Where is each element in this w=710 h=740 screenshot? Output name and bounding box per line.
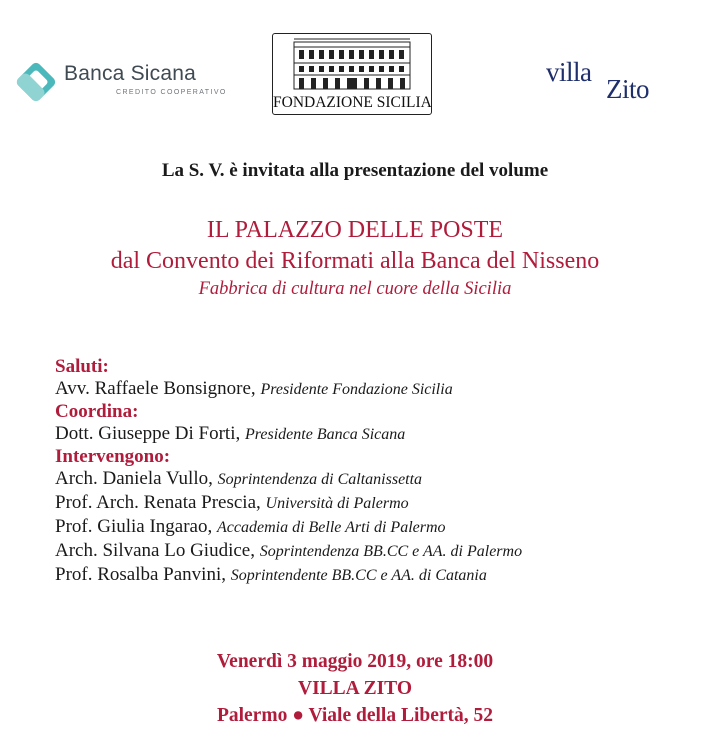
event-details [0,648,710,729]
speaker-line [55,563,705,587]
speaker-role: Soprintendente BB.CC e AA. di Catania [230,567,487,584]
speaker-line [55,467,705,491]
program-list [55,356,705,587]
speaker-name: Arch. Silvana Lo Giudice, [55,540,260,561]
speaker-name: Avv. Raffaele Bonsignore, [55,378,261,399]
coordina-heading: Coordina: [55,401,139,422]
speaker-role: Accademia di Belle Arti di Palermo [216,519,446,536]
villa-zito-logo-part1: villa [546,57,592,87]
event-address: Palermo ● Viale della Libertà, 52 [216,705,494,726]
event-datetime: Venerdì 3 maggio 2019, ore 18:00 [216,651,494,672]
banca-sicana-subtitle: CREDITO COOPERATIVO [116,89,227,96]
palazzo-building-icon [293,38,411,90]
speaker-line [55,491,705,515]
speaker-role: Presidente Banca Sicana [245,426,406,443]
speaker-line [55,377,705,401]
banca-sicana-logo [14,60,227,104]
speaker-role: Presidente Fondazione Sicilia [260,381,453,398]
speaker-name: Prof. Giulia Ingarao, [55,516,217,537]
speaker-line [55,515,705,539]
fondazione-sicilia-name: FONDAZIONE SICILIA [273,94,432,111]
speaker-role: Università di Palermo [265,495,409,512]
fondazione-sicilia-logo [272,33,432,115]
invitation-line: La S. V. è invitata alla presentazione del volume [161,160,549,181]
book-subtitle: Fabbrica di cultura nel cuore della Sicilia [198,279,512,299]
intervengono-heading: Intervengono: [55,446,171,467]
banca-sicana-mark-icon [14,60,58,104]
villa-zito-logo-part2: Zito [606,74,649,104]
saluti-heading: Saluti: [55,356,109,377]
logo-bar [0,30,710,120]
banca-sicana-name: Banca Sicana [64,62,196,85]
book-title-line1: IL PALAZZO DELLE POSTE [206,217,504,243]
speaker-name: Dott. Giuseppe Di Forti, [55,423,245,444]
speaker-role: Soprintendenza BB.CC e AA. di Palermo [259,543,523,560]
speaker-name: Prof. Rosalba Panvini, [55,564,231,585]
speaker-line [55,422,705,446]
speaker-name: Arch. Daniela Vullo, [55,468,218,489]
speaker-name: Prof. Arch. Renata Prescia, [55,492,266,513]
book-title-line2: dal Convento dei Riformati alla Banca del Nisseno [110,248,600,274]
speaker-line [55,539,705,563]
speaker-role: Soprintendenza di Caltanissetta [217,471,423,488]
event-venue: VILLA ZITO [298,678,412,699]
